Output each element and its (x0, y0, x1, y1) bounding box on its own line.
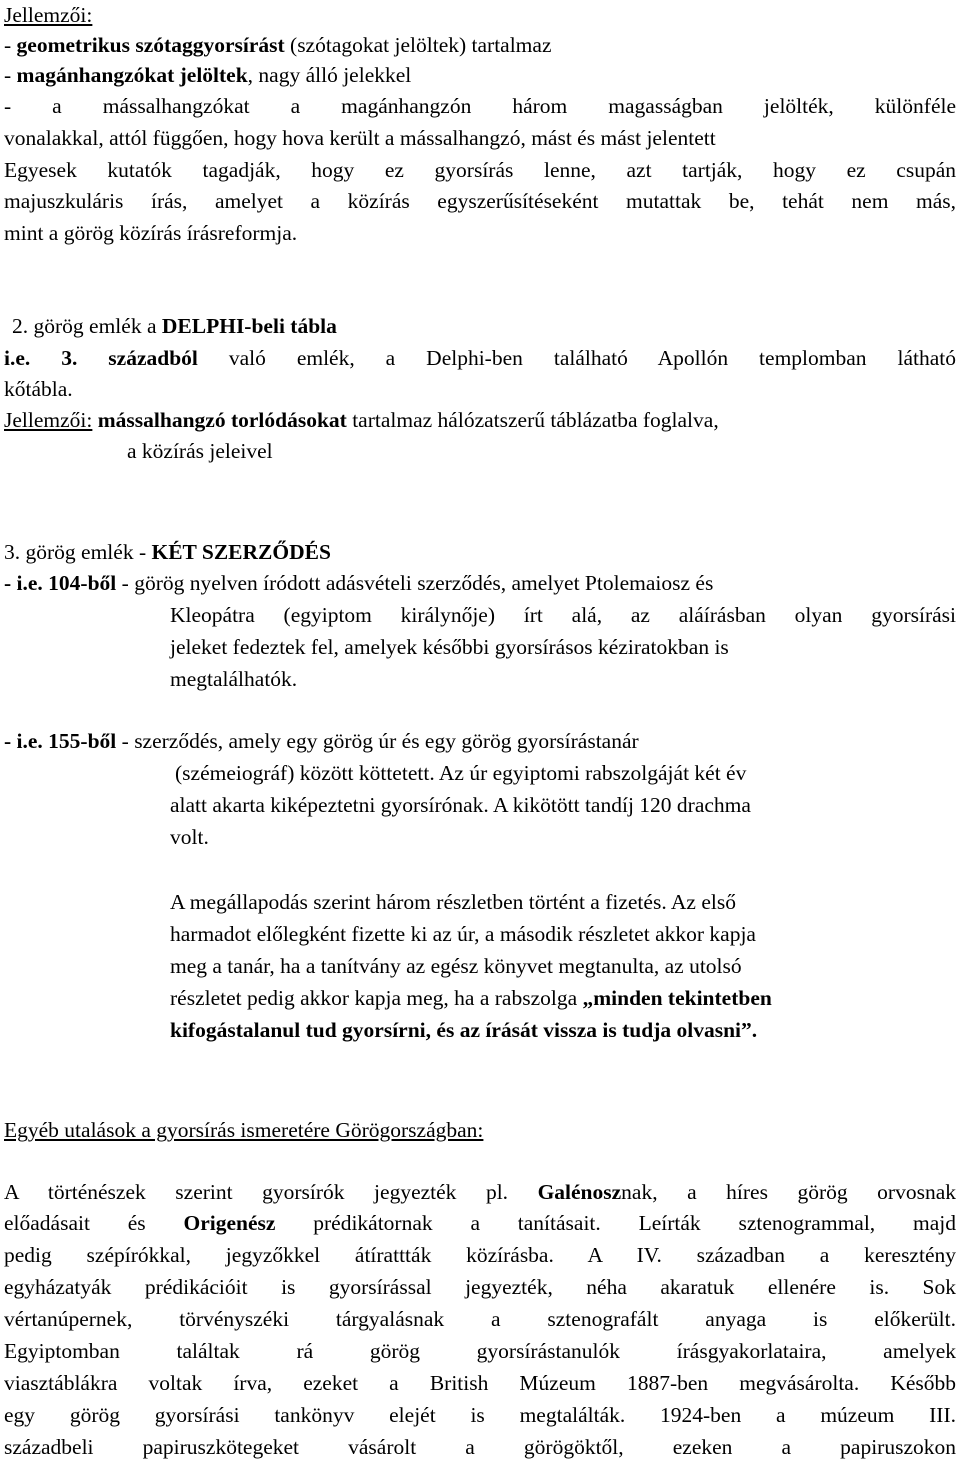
text-line: Egyesek kutatók tagadják, hogy ez gyorsírás lenne, azt tartják, hogy ez csupán (4, 158, 956, 182)
text-span: prédikátornak a tanításait. Leírták sztenogrammal, majd (275, 1211, 956, 1235)
bold-term: geometrikus szótaggyorsírást (16, 33, 285, 57)
bold-quote: kifogástalanul tud gyorsírni, és az írását vissza is tudja olvasni”. (170, 1018, 758, 1042)
text-line: vonalakkal, attól függően, hogy hova került a mássalhangzó, mást és mást jelentett (4, 126, 716, 150)
text-line: A megállapodás szerint három részletben történt a fizetés. Az első (170, 890, 736, 914)
text-span: való emlék, a Delphi-ben található Apollón templomban látható (197, 346, 956, 370)
section-title (4, 537, 331, 567)
bold-name: Origenész (183, 1211, 276, 1235)
text-line: kőtábla. (4, 377, 73, 401)
text-span: , nagy álló jelekkel (247, 63, 412, 87)
text-line: alatt akarta kiképeztetni gyorsírónak. A kikötött tandíj 120 drachma (170, 793, 751, 817)
bullet-prefix: - (4, 63, 17, 87)
text-line (4, 1177, 956, 1207)
text-line (4, 405, 719, 435)
text-span: - görög nyelven íródott adásvételi szerződés, amelyet Ptolemaiosz és (116, 571, 714, 595)
text-span: A történészek szerint gyorsírók jegyezték pl. (4, 1180, 538, 1204)
text-span: részletet pedig akkor kapja meg, ha a rabszolga (170, 986, 583, 1010)
text-span: tartalmaz hálózatszerű táblázatba foglalva, (346, 408, 719, 432)
section-heading: Egyéb utalások a gyorsírás ismeretére Görögországban: (4, 1118, 484, 1142)
section-heading: Jellemzői: (4, 3, 93, 27)
text-span: (szótagokat jelöltek) tartalmaz (284, 33, 552, 57)
text-line: volt. (170, 825, 209, 849)
bullet-item (4, 30, 552, 60)
text-line (170, 983, 772, 1013)
bullet-item (4, 60, 411, 90)
text-line (4, 1208, 956, 1238)
text-line: vértanúpernek, törvényszéki tárgyalásnak a sztenografált anyaga is előkerült. (4, 1307, 956, 1331)
title-bold: KÉT SZERZŐDÉS (151, 540, 331, 564)
text-line: jeleket fedeztek fel, amelyek későbbi gyorsírásos kéziratokban is (170, 635, 729, 659)
text-line (170, 1015, 757, 1045)
text-line: megtalálhatók. (170, 667, 298, 691)
bold-quote: „minden tekintetben (582, 986, 772, 1010)
text-line (4, 726, 639, 756)
text-span: előadásait és (4, 1211, 184, 1235)
section-title (12, 311, 337, 341)
text-line: majuszkuláris írás, amelyet a közírás egyszerűsítéseként mutattak be, tehát nem más, (4, 189, 956, 213)
text-line: mint a görög közírás írásreformja. (4, 221, 298, 245)
text-span: - szerződés, amely egy görög úr és egy görög gyorsírástanár (116, 729, 639, 753)
text-line: századbeli papiruszkötegeket vásárolt a görögöktől, ezeken a papiruszokon (4, 1435, 956, 1459)
text-line: Kleopátra (egyiptom királynője) írt alá, az aláírásban olyan gyorsírási (170, 603, 956, 627)
bold-term: i.e. 3. századból (4, 346, 198, 370)
bold-term: - i.e. 104-ből (4, 571, 117, 595)
text-line: viasztáblákra voltak írva, ezeket a British Múzeum 1887-ben megvásárolta. Később (4, 1371, 956, 1395)
bold-name: Galénosz (537, 1180, 622, 1204)
text-line: Egyiptomban találtak rá görög gyorsírástanulók írásgyakorlataira, amelyek (4, 1339, 956, 1363)
text-line (4, 568, 713, 598)
text-line: egyházatyák prédikációit is gyorsírással jegyezték, néha akaratuk ellenére is. Sok (4, 1275, 956, 1299)
title-bold: DELPHI-beli tábla (161, 314, 337, 338)
text-line: a közírás jeleivel (127, 439, 273, 463)
text-line: harmadot előlegként fizette ki az úr, a második részletet akkor kapja (170, 922, 756, 946)
title-text: 3. görög emlék - (4, 540, 152, 564)
text-line: pedig szépírókkal, jegyzőkkel átírattták közírásba. A IV. században a keresztény (4, 1243, 956, 1267)
bullet-item: - a mássalhangzókat a magánhangzón három magasságban jelölték, különféle (4, 94, 956, 118)
text-line: meg a tanár, ha a tanítvány az egész könyvet megtanulta, az utolsó (170, 954, 742, 978)
text-line (4, 343, 956, 373)
bold-term: mássalhangzó torlódásokat (97, 408, 347, 432)
text-line: egy görög gyorsírási tankönyv elejét is megtalálták. 1924-ben a múzeum III. (4, 1403, 956, 1427)
text-span: nak, a híres görög orvosnak (621, 1180, 956, 1204)
bold-term: - i.e. 155-ből (4, 729, 117, 753)
text-line: (szémeiográf) között köttetett. Az úr egyiptomi rabszolgáját két év (175, 761, 747, 785)
label-underlined: Jellemzői: (4, 408, 93, 432)
title-text: 2. görög emlék a (12, 314, 162, 338)
bold-term: magánhangzókat jelöltek (16, 63, 248, 87)
bullet-prefix: - (4, 33, 17, 57)
